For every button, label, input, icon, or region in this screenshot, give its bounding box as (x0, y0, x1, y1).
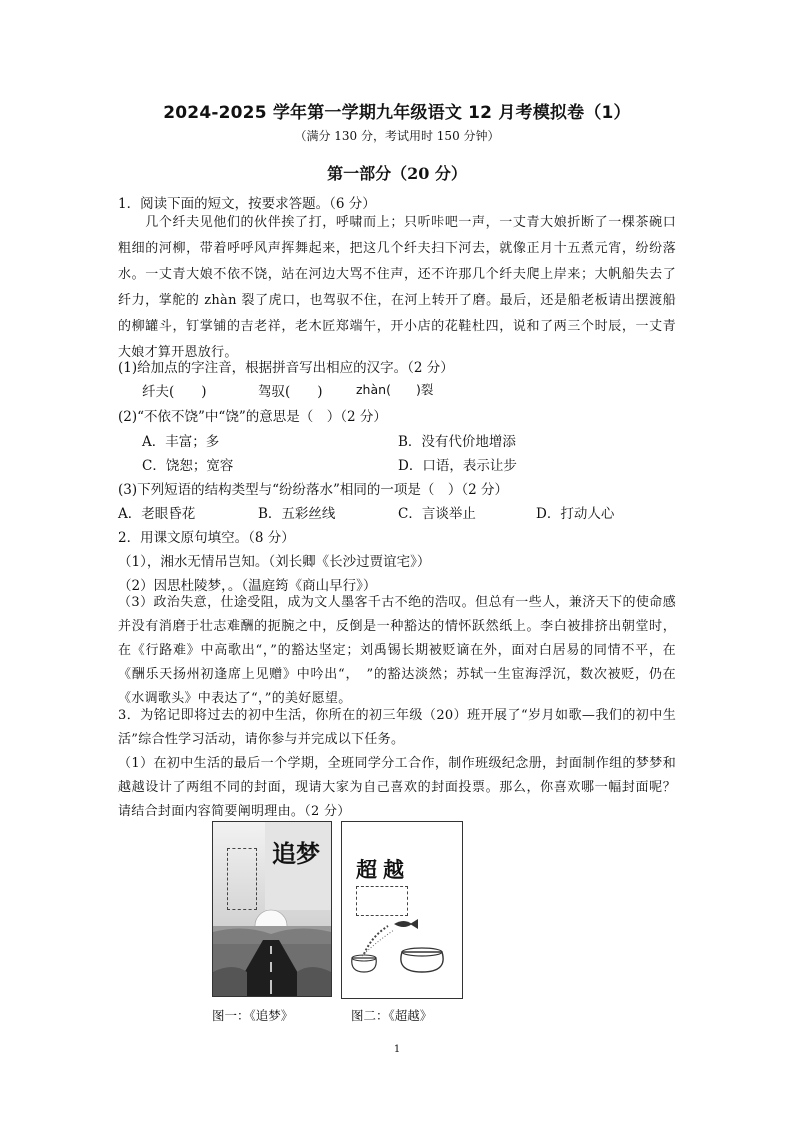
figure-2-caption: 图二：《超越》 (351, 1008, 433, 1023)
q1-passage: 几个纤夫见他们的伙伴挨了打，呼啸而上；只听咔吧一声，一丈青大娘折断了一棵茶碗口粗细的河柳，带着呼呼风声挥舞起来，把这几个纤夫扫下河去，就像正月十五煮元宵，纷纷落水。一丈青大娘不依不饶，站在河边大骂不住声，还不许那几个纤夫爬上岸来；大帆船失去了纤力，掌舵的 zhàn 裂了虎口，也驾驭不住，在河上转开了磨。最后，还是船老板请出摆渡船的柳罐斗，钉掌铺的吉老祥，老木匠郑端午，开小店的花鞋杜四，说和了两三个时辰，一丈青大娘才算开恩放行。 (118, 215, 676, 360)
q1-sub1-item: 驾驭( ) (258, 384, 323, 400)
photo-placeholder (227, 848, 257, 910)
figure-2-title: 超越 (356, 857, 410, 882)
exam-subtitle: （满分 130 分，考试用时 150 分钟） (294, 129, 500, 143)
goldfish-bowl-icon (342, 914, 462, 974)
q2-line-3: （3）政治失意，仕途受阻，成为文人墨客千古不绝的浩叹。但总有一些人，兼济天下的使命感并没有消磨于壮志难酬的扼腕之中，反倒是一种豁达的情怀跃然纸上。李白被排挤出朝堂时，在《行路难》中高歌出“，”的豁达坚定；刘禹锡长期被贬谪在外，面对白居易的同情不平，在《酬乐天扬州初逢席上见赠》中吟出“， ”的豁达淡然；苏轼一生宦海浮沉，数次被贬，仍在《水调歌头》中表达了“，”的美好愿望。 (118, 595, 676, 706)
figure-1-caption: 图一：《追梦》 (212, 1008, 294, 1023)
figure-surpass (341, 821, 463, 999)
q2-line-2: （2）因思杜陵梦，。（温庭筠《商山早行》） (118, 578, 377, 594)
exam-title: 2024-2025 学年第一学期九年级语文 12 月考模拟卷（1） (163, 103, 631, 123)
q1-sub2-option-a: A．丰富；多 (142, 434, 220, 450)
q1-sub2: (2)“不依不饶”中“饶”的意思是（ ）（2 分） (118, 409, 387, 425)
q1-sub3: (3)下列短语的结构类型与“纷纷落水”相同的一项是（ ）（2 分） (118, 482, 509, 498)
q1-stem: 1．阅读下面的短文，按要求答题。（6 分） (118, 196, 376, 212)
q1-sub3-option-d: D．打动人心 (536, 506, 615, 522)
q1-sub1: (1)给加点的字注音，根据拼音写出相应的汉字。（2 分） (118, 360, 454, 376)
q3-stem: 3．为铭记即将过去的初中生活，你所在的初三年级（20）班开展了“岁月如歌—我们的初中生活”综合性学习活动，请你参与并完成以下任务。 (118, 708, 676, 747)
q2-line-1: （1），湘水无情吊岂知。（刘长卿《长沙过贾谊宅》） (118, 554, 431, 570)
q1-sub3-option-a: A．老眼昏花 (118, 506, 196, 522)
q1-sub2-option-d: D．口语，表示让步 (398, 458, 517, 474)
figure-1-title: 追梦 (272, 839, 320, 868)
section-heading: 第一部分（20 分） (327, 164, 467, 183)
q1-sub1-item: zhàn( )裂 (356, 382, 434, 397)
figure-chase-dream (212, 821, 332, 997)
page-number: 1 (393, 1044, 401, 1055)
q1-sub1-item: 纤夫( ) (142, 384, 207, 400)
q2-stem: 2．用课文原句填空。（8 分） (118, 530, 295, 546)
q1-sub3-option-c: C．言谈举止 (398, 506, 476, 522)
q1-sub2-option-c: C．饶恕；宽容 (142, 458, 234, 474)
q3-sub1: （1）在初中生活的最后一个学期，全班同学分工合作，制作班级纪念册，封面制作组的梦梦和越越设计了两组不同的封面，现请大家为自己喜欢的封面投票。那么，你喜欢哪一幅封面呢？请结合封面内容简要阐明理由。（2 分） (118, 756, 676, 819)
q1-sub2-option-b: B．没有代价地增添 (398, 434, 516, 450)
q1-sub3-option-b: B．五彩丝线 (258, 506, 336, 522)
photo-placeholder (356, 886, 408, 916)
